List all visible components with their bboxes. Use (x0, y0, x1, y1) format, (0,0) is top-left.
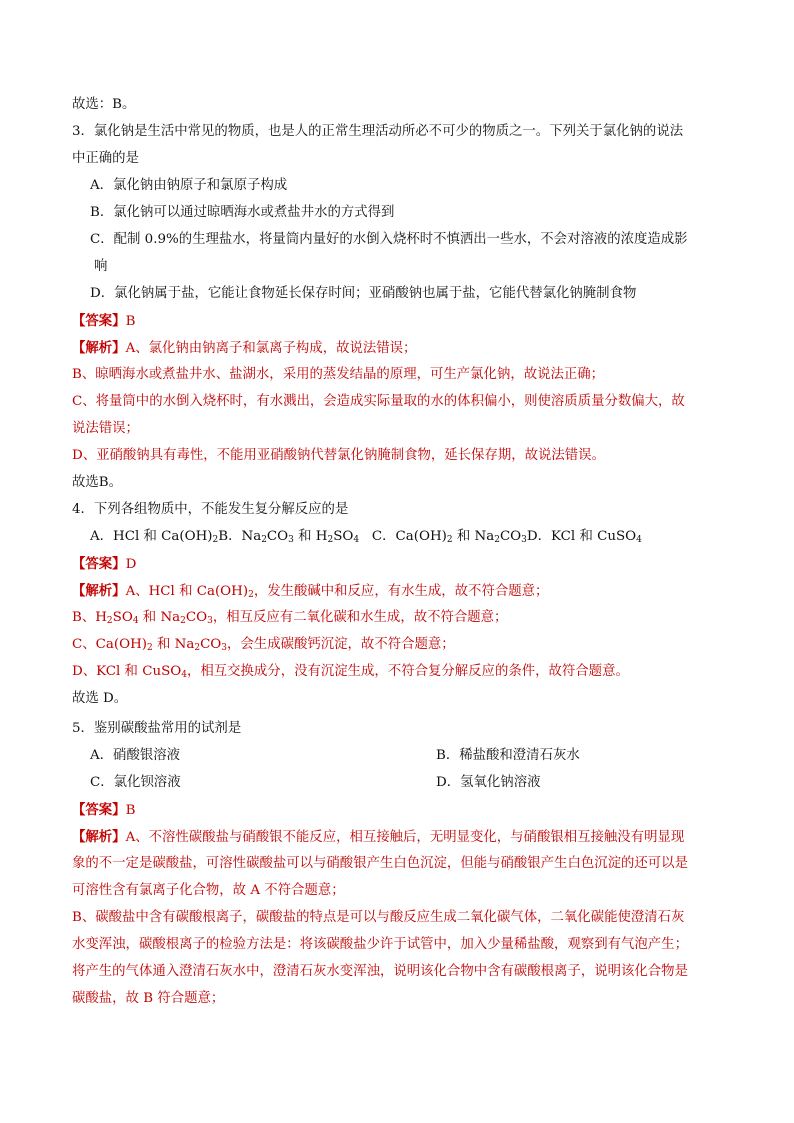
analysis-line: 象的不一定是碳酸盐，可溶性碳酸盐可以与硝酸银产生白色沉淀，但能与硝酸银产生白色沉淀的还可以是 (72, 856, 688, 871)
analysis-line: 将产生的气体通入澄清石灰水中，澄清石灰水变浑浊，说明该化合物中含有碳酸根离子，说明该化合物是 (72, 964, 688, 979)
question-4-answer (72, 555, 136, 574)
analysis-line: B、碳酸盐中含有碳酸根离子，碳酸盐的特点是可以与酸反应生成二氧化碳气体，二氧化碳能使澄清石灰 (72, 910, 685, 925)
question-3-option-d: D．氯化钠属于盐，它能让食物延长保存时间；亚硝酸钠也属于盐，它能代替氯化钠腌制食物 (90, 286, 637, 301)
question-5-answer (72, 801, 135, 820)
analysis-line: C、将量筒中的水倒入烧杯时，有水溅出，会造成实际量取的水的体积偏小，则使溶质质量分数偏大，故 (72, 394, 685, 409)
answer-tag: 【答案】 (72, 556, 126, 572)
answer-value: D (125, 557, 137, 572)
answer-tag: 【答案】 (72, 313, 126, 329)
answer-conclusion: 故选：B。 (72, 97, 136, 112)
question-5-stem: 5．鉴别碳酸盐常用的试剂是 (72, 721, 242, 736)
question-5-option-b: B．稀盐酸和澄清石灰水 (436, 748, 580, 763)
question-5-analysis: 【解析】A、不溶性碳酸盐与硝酸银不能反应，相互接触后，无明显变化，与硝酸银相互接触没有明显现 (72, 829, 685, 845)
question-3-option-b: B．氯化钠可以通过晾晒海水或煮盐井水的方式得到 (90, 205, 395, 220)
question-3-analysis: 【解析】A、氯化钠由钠离子和氯离子构成，故说法错误； (72, 340, 417, 356)
question-4-options: A．HCl 和 $Ca(OH)_2B$．$Na_2CO_3$ 和 $H_2SO_4$ C．$Ca(OH)_2$ 和 $Na_2CO_3D$．KCl 和 CuSO$_4$ (90, 529, 642, 545)
question-3-answer (72, 312, 135, 331)
analysis-line: B、晾晒海水或煮盐井水、盐湖水，采用的蒸发结晶的原理，可生产氯化钠，故说法正确； (72, 367, 605, 382)
analysis-line: D、亚硝酸钠具有毒性，不能用亚硝酸钠代替氯化钠腌制食物，延长保存期，故说法错误。 (72, 448, 605, 463)
question-5-options-row1 (90, 747, 710, 765)
question-5-option-d: D．氢氧化钠溶液 (436, 775, 541, 790)
answer-conclusion: 故选B。 (72, 475, 123, 490)
analysis-tag: 【解析】 (72, 583, 126, 599)
answer-value: B (125, 803, 136, 818)
analysis-line: C、$Ca(OH)_2$ 和 $Na_2CO_3$，会生成碳酸钙沉淀，故不符合题意； (72, 637, 455, 653)
question-3-option-c: C．配制 0.9%的生理盐水，将量筒内量好的水倒入烧杯时不慎洒出一些水，不会对溶液的浓度造成影 (90, 232, 688, 247)
answer-tag: 【答案】 (72, 802, 126, 818)
question-3-stem: 3．氯化钠是生活中常见的物质，也是人的正常生理活动所必不可少的物质之一。下列关于氯化钠的说法 (72, 124, 684, 139)
question-3-option-c-cont: 响 (94, 259, 108, 274)
question-3-stem-cont: 中正确的是 (72, 151, 139, 166)
question-3-option-a: A．氯化钠由钠原子和氯原子构成 (90, 178, 288, 193)
question-5-options-row2 (90, 774, 710, 792)
analysis-line: 说法错误； (72, 421, 139, 436)
question-4-stem: 4．下列各组物质中，不能发生复分解反应的是 (72, 502, 349, 517)
analysis-tag: 【解析】 (72, 829, 126, 845)
question-5-option-c: C．氯化钡溶液 (90, 775, 181, 790)
analysis-line: 水变浑浊，碳酸根离子的检验方法是：将该碳酸盐少许于试管中，加入少量稀盐酸，观察到有气泡产生； (72, 937, 688, 952)
answer-value: B (125, 314, 136, 329)
question-4-analysis: 【解析】A、HCl 和 $Ca(OH)_2$，发生酸碱中和反应，有水生成，故不符合题意； (72, 583, 549, 600)
question-5-option-a: A．硝酸银溶液 (90, 748, 181, 763)
analysis-line: 可溶性含有氯离子化合物，故 A 不符合题意； (72, 883, 345, 898)
analysis-line: 碳酸盐，故 B 符合题意； (72, 991, 225, 1006)
analysis-line: B、$H_2SO_4$ 和 $Na_2CO_3$，相互反应有二氧化碳和水生成，故不符合题意； (72, 610, 508, 626)
answer-conclusion: 故选 D。 (72, 691, 128, 706)
analysis-tag: 【解析】 (72, 340, 126, 356)
analysis-line: D、KCl 和 CuSO$_4$，相互交换成分，没有沉淀生成，不符合复分解反应的条件，故符合题意。 (72, 664, 629, 680)
